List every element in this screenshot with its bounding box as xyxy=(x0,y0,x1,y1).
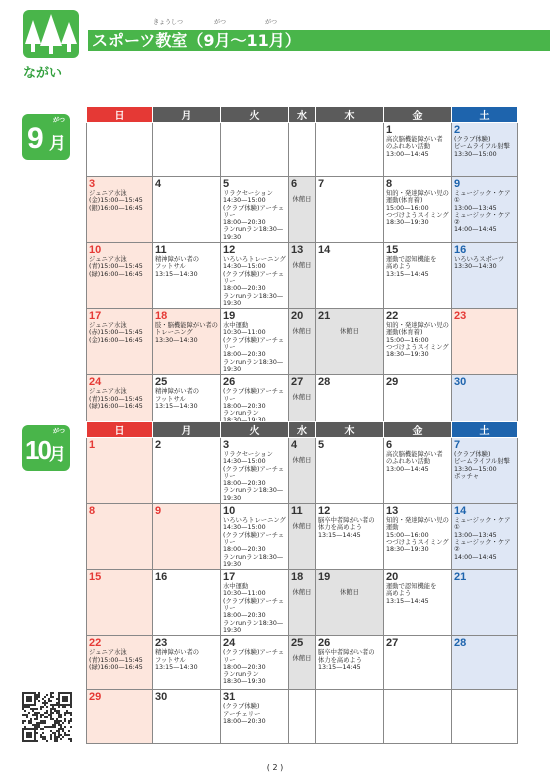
month-ruby: がつ xyxy=(52,118,65,124)
day-number: 5 xyxy=(318,439,325,451)
day-number: 29 xyxy=(386,376,399,389)
weekday-header: 日 xyxy=(87,422,153,438)
calendar-day-cell xyxy=(384,636,452,690)
calendar-day-cell xyxy=(87,636,153,690)
day-number: 8 xyxy=(89,505,96,518)
calendar-day-cell xyxy=(289,690,316,744)
day-number: 6 xyxy=(386,439,393,451)
calendar-day-cell xyxy=(316,438,384,504)
day-number: 7 xyxy=(318,178,325,190)
calendar-day-cell xyxy=(221,690,289,744)
day-number: 23 xyxy=(454,310,467,323)
day-number: 9 xyxy=(155,505,162,518)
event-text: (クラブ体験)アーチェリー 18:00—20:30 ランrunラン xyxy=(223,388,285,418)
calendar-day-cell xyxy=(87,690,153,744)
day-number: 31 xyxy=(223,691,236,704)
day-number: 7 xyxy=(454,439,461,451)
page-number: ( 2 ) xyxy=(266,763,284,772)
calendar-day-cell xyxy=(384,243,452,309)
event-text: ジュニア水泳 (青)15:00—15:45 (緑)16:00—16:45 xyxy=(89,649,143,671)
day-number: 1 xyxy=(386,124,393,136)
day-number: 18 xyxy=(155,310,168,323)
calendar-day-cell xyxy=(153,570,221,636)
closed-day-label: 休館日 xyxy=(292,328,312,336)
event-text: ジュニア水泳 (金)15:00—15:45 (銀)16:00—16:45 xyxy=(89,190,143,212)
event-text: ミュージック・ケア① 13:00—13:45 ミュージック・ケア② 14:00—14:45 xyxy=(454,190,511,234)
day-number: 25 xyxy=(155,376,168,389)
day-number: 15 xyxy=(386,244,399,257)
event-text: 知的・発達障がい児の 運動 15:00—16:00 つづけようスイミング 18:30—19:30 xyxy=(386,517,449,554)
day-number: 13 xyxy=(386,505,399,518)
page-title: スポーツ教室（9月～11月） xyxy=(88,30,550,51)
day-number: 3 xyxy=(223,439,230,451)
calendar-day-cell xyxy=(87,177,153,243)
closed-day-label: 休館日 xyxy=(292,589,312,597)
title-ruby-gatsu-2: がつ xyxy=(265,19,278,26)
month-suffix: 月 xyxy=(49,134,66,153)
event-text: ジュニア水泳 (赤)15:00—15:45 (金)16:00—16:45 xyxy=(89,322,143,344)
event-text: 脳卒中者障がい者の 体力を高めよう 13:15—14:45 xyxy=(318,649,375,671)
day-number: 22 xyxy=(386,310,399,323)
event-text: (クラブ体験) アーチェリー 18:00—20:30 xyxy=(223,703,266,725)
calendar-day-cell xyxy=(316,243,384,309)
day-number: 17 xyxy=(223,571,236,584)
calendar-day-cell xyxy=(384,177,452,243)
month-badge-oct xyxy=(22,425,70,471)
weekday-header: 水 xyxy=(289,107,316,123)
day-number: 2 xyxy=(155,439,162,451)
day-number: 27 xyxy=(386,637,399,650)
calendar-day-cell xyxy=(316,636,384,690)
calendar-day-cell xyxy=(153,309,221,375)
calendar-day-cell xyxy=(384,438,452,504)
event-text: いろいろトレーニング 14:30—15:00 (クラブ体験)アーチェリー 18:00—20:30 ランrunラン18:30—19:30 xyxy=(223,256,286,307)
day-number: 6 xyxy=(291,178,298,190)
day-number: 12 xyxy=(223,244,236,257)
day-number: 26 xyxy=(318,637,331,650)
title-ruby-gatsu-1: がつ xyxy=(214,19,227,26)
calendar-day-cell xyxy=(221,438,289,504)
day-number: 11 xyxy=(291,505,303,518)
event-text: いろいろトレーニング 14:30—15:00 (クラブ体験)アーチェリー 18:00—20:30 ランrunラン18:30—19:30 xyxy=(223,517,286,568)
closed-day-label: 休館日 xyxy=(292,394,312,402)
calendar-day-cell xyxy=(316,570,384,636)
day-number: 22 xyxy=(89,637,102,650)
event-text: ミュージック・ケア① 13:00—13:45 ミュージック・ケア② 14:00—14:45 xyxy=(454,517,511,561)
calendar-day-cell xyxy=(221,636,289,690)
day-number: 18 xyxy=(291,571,304,584)
day-number: 3 xyxy=(89,178,96,190)
day-number: 5 xyxy=(223,178,230,190)
closed-day-label: 休館日 xyxy=(292,457,312,464)
calendar-day-cell xyxy=(384,504,452,570)
closed-day-label: 休館日 xyxy=(340,589,359,597)
weekday-header: 月 xyxy=(153,422,221,438)
calendar-day-cell xyxy=(221,123,289,177)
calendar-day-cell xyxy=(384,570,452,636)
event-text: 高次脳機能障がい者 のふれあい活動 13:00—14:45 xyxy=(386,451,443,473)
event-text: ジュニア水泳 (青)15:00—15:45 (緑)16:00—16:45 xyxy=(89,388,143,410)
calendar-day-cell xyxy=(289,504,316,570)
day-number: 13 xyxy=(291,244,304,257)
calendar-day-cell xyxy=(452,690,518,744)
calendar-day-cell xyxy=(452,309,518,375)
weekday-header: 月 xyxy=(153,107,221,123)
closed-day-label: 休館日 xyxy=(292,655,312,663)
weekday-header: 木 xyxy=(316,107,384,123)
event-text: 知的・発達障がい児の 運動(体育着) 15:00—16:00 つづけようスイミング 18:30—19:30 xyxy=(386,322,449,359)
day-number: 24 xyxy=(89,376,102,389)
brand-caption: ながい xyxy=(23,66,63,81)
calendar-day-cell xyxy=(452,177,518,243)
day-number: 21 xyxy=(454,571,467,584)
weekday-header: 日 xyxy=(87,107,153,123)
weekday-header: 金 xyxy=(384,422,452,438)
calendar-day-cell xyxy=(87,504,153,570)
day-number: 8 xyxy=(386,178,393,190)
calendar-day-cell xyxy=(316,123,384,177)
calendar-day-cell xyxy=(452,438,518,504)
calendar-day-cell xyxy=(221,309,289,375)
calendar-day-cell xyxy=(289,243,316,309)
calendar-day-cell xyxy=(316,504,384,570)
calendar-day-cell xyxy=(316,309,384,375)
day-number: 24 xyxy=(223,637,236,650)
weekday-header: 火 xyxy=(221,107,289,123)
calendar-day-cell xyxy=(452,636,518,690)
weekday-header: 水 xyxy=(289,422,316,438)
weekday-header: 金 xyxy=(384,107,452,123)
event-text: 知的・発達障がい児の 運動(体育着) 15:00—16:00 つづけようスイミング 18:30—19:30 xyxy=(386,190,449,227)
day-number: 17 xyxy=(89,310,102,323)
calendar-day-cell xyxy=(87,243,153,309)
calendar-day-cell xyxy=(153,123,221,177)
title-ruby-kyoushitsu: きょうしつ xyxy=(153,19,184,26)
day-number: 23 xyxy=(155,637,168,650)
qr-code-icon xyxy=(22,692,72,742)
month-badge-sep xyxy=(22,114,70,160)
calendar-day-cell xyxy=(221,243,289,309)
calendar-day-cell xyxy=(384,123,452,177)
closed-day-label: 休館日 xyxy=(340,328,359,336)
event-text: 精神障がい者の フットサル 13:15—14:30 xyxy=(155,649,200,671)
day-number: 30 xyxy=(454,376,467,389)
day-number: 4 xyxy=(291,439,298,451)
day-number: 28 xyxy=(318,376,331,389)
calendar-october xyxy=(86,421,518,744)
day-number: 20 xyxy=(386,571,399,584)
closed-day-label: 休館日 xyxy=(292,196,312,203)
day-number: 20 xyxy=(291,310,304,323)
calendar-day-cell xyxy=(452,243,518,309)
month-ruby: がつ xyxy=(52,429,65,435)
calendar-day-cell xyxy=(316,177,384,243)
calendar-day-cell xyxy=(153,438,221,504)
calendar-day-cell xyxy=(87,123,153,177)
event-text: 精神障がい者の フットサル 13:15—14:30 xyxy=(155,388,200,410)
calendar-day-cell xyxy=(452,570,518,636)
calendar-day-cell xyxy=(452,504,518,570)
calendar-day-cell xyxy=(384,309,452,375)
day-number: 16 xyxy=(155,571,168,584)
calendar-day-cell xyxy=(289,123,316,177)
event-text: 脳卒中者障がい者の 体力を高めよう 13:15—14:45 xyxy=(318,517,375,539)
event-text: 水中運動 10:30—11:00 (クラブ体験)アーチェリー 18:00—20:30 ランrunラン18:30—19:30 xyxy=(223,583,285,634)
day-number: 11 xyxy=(155,244,167,257)
day-number: 4 xyxy=(155,178,162,190)
calendar-day-cell xyxy=(87,309,153,375)
day-number: 25 xyxy=(291,637,304,650)
day-number: 10 xyxy=(89,244,102,257)
day-number: 15 xyxy=(89,571,102,584)
closed-day-label: 休館日 xyxy=(292,262,312,270)
day-number: 16 xyxy=(454,244,467,257)
calendar-day-cell xyxy=(87,438,153,504)
month-number: 9 xyxy=(27,122,42,155)
day-number: 29 xyxy=(89,691,102,704)
calendar-day-cell xyxy=(153,177,221,243)
calendar-day-cell xyxy=(289,570,316,636)
day-number: 27 xyxy=(291,376,304,389)
calendar-day-cell xyxy=(153,504,221,570)
day-number: 2 xyxy=(454,124,461,136)
calendar-day-cell xyxy=(221,504,289,570)
weekday-header: 土 xyxy=(452,107,518,123)
calendar-day-cell xyxy=(289,438,316,504)
day-number: 1 xyxy=(89,439,96,451)
event-text: 運動で認知機能を 高めよう 13:15—14:45 xyxy=(386,583,437,605)
weekday-header: 火 xyxy=(221,422,289,438)
calendar-day-cell xyxy=(153,243,221,309)
trees-logo xyxy=(23,10,79,58)
calendar-day-cell xyxy=(289,177,316,243)
calendar-day-cell xyxy=(87,570,153,636)
calendar-day-cell xyxy=(289,309,316,375)
calendar-day-cell xyxy=(289,636,316,690)
day-number: 14 xyxy=(318,244,331,257)
event-text: いろいろスポーツ 13:30—14:30 xyxy=(454,256,505,271)
event-text: ジュニア水泳 (青)15:00—15:45 (緑)16:00—16:45 xyxy=(89,256,143,278)
event-text: 水中運動 10:30—11:00 (クラブ体験)アーチェリー 18:00—20:30 ランrunラン18:30—19:30 xyxy=(223,322,285,373)
day-number: 12 xyxy=(318,505,331,518)
event-text: 高次脳機能障がい者 のふれあい活動 13:00—14:45 xyxy=(386,136,443,158)
event-text: 肢・脳機能障がい者の トレーニング 13:30—14:30 xyxy=(155,322,218,344)
calendar-day-cell xyxy=(452,123,518,177)
day-number: 19 xyxy=(318,571,331,584)
day-number: 28 xyxy=(454,637,467,650)
calendar-day-cell xyxy=(153,690,221,744)
weekday-header: 木 xyxy=(316,422,384,438)
closed-day-label: 休館日 xyxy=(292,523,312,531)
weekday-header: 土 xyxy=(452,422,518,438)
calendar-day-cell xyxy=(153,636,221,690)
day-number: 19 xyxy=(223,310,236,323)
month-suffix: 月 xyxy=(49,445,66,464)
day-number: 9 xyxy=(454,178,461,190)
day-number: 21 xyxy=(318,310,331,323)
event-text: (クラブ体験)アーチェリー 18:00—20:30 ランrunラン 18:30—19:30 xyxy=(223,649,285,686)
day-number: 10 xyxy=(223,505,236,518)
event-text: 運動で認知機能を 高めよう 13:15—14:45 xyxy=(386,256,437,278)
event-text: リラクセーション 14:30—15:00 (クラブ体験)アーチェリー 18:00—20:30 ランrunラン18:30—19:30 xyxy=(223,451,285,502)
event-text: (クラブ体験) ビームライフル射撃 13:30—15:00 xyxy=(454,136,510,158)
day-number: 30 xyxy=(155,691,168,704)
calendar-day-cell xyxy=(221,570,289,636)
event-text: リラクセーション 14:30—15:00 (クラブ体験)アーチェリー 18:00—20:30 ランrunラン18:30—19:30 xyxy=(223,190,285,241)
day-number: 14 xyxy=(454,505,467,518)
event-text: (クラブ体験) ビームライフル射撃 13:30—15:00 ボッチャ xyxy=(454,451,510,480)
day-number: 26 xyxy=(223,376,236,389)
calendar-day-cell xyxy=(221,177,289,243)
calendar-september xyxy=(86,106,518,429)
event-text: 精神障がい者の フットサル 13:15—14:30 xyxy=(155,256,200,278)
calendar-day-cell xyxy=(316,690,384,744)
calendar-day-cell xyxy=(384,690,452,744)
month-number: 10 xyxy=(25,435,50,465)
